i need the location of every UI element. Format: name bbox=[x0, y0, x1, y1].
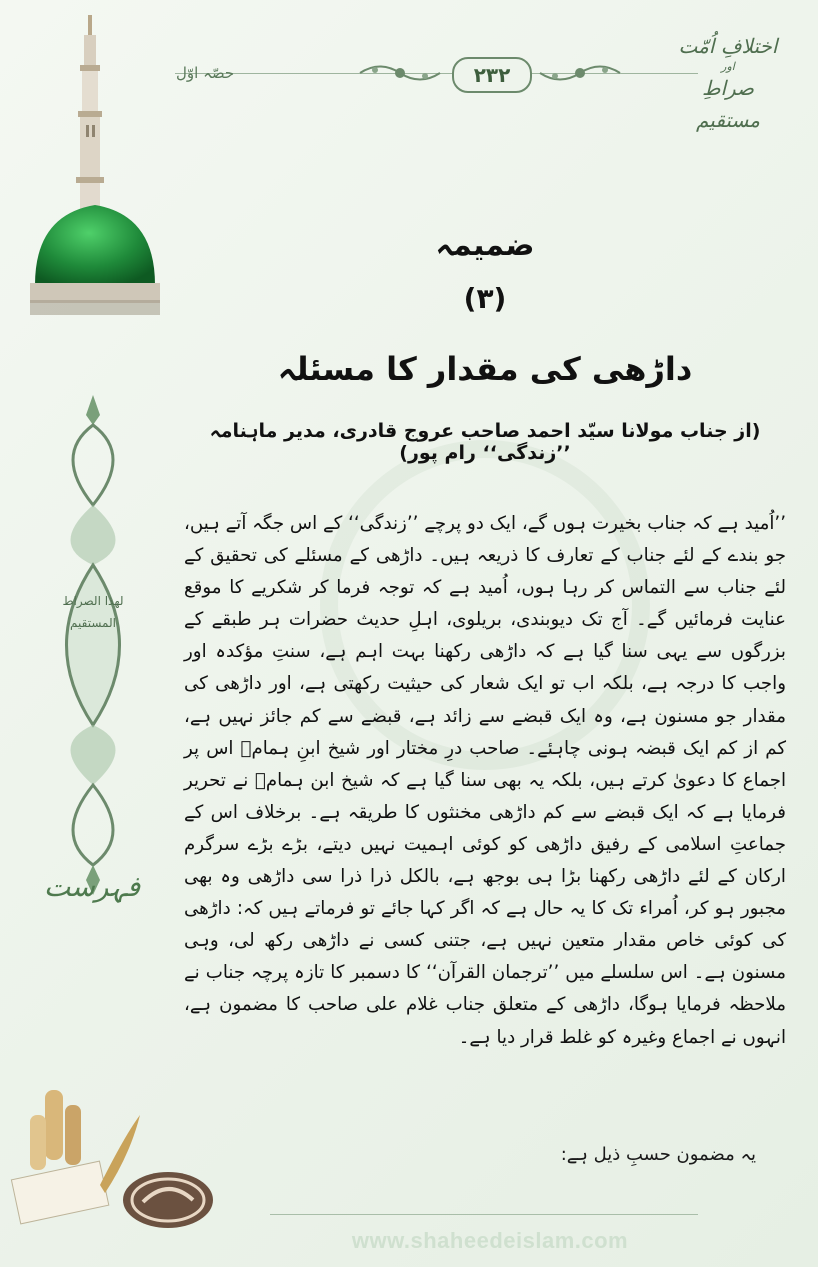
book-title-line2: صراطِ مستقیم bbox=[695, 76, 761, 132]
panel-emblem-text: لھذا الصراط المستقیم bbox=[62, 594, 124, 630]
footer-divider bbox=[270, 1214, 698, 1215]
green-dome-minaret-icon bbox=[20, 15, 170, 315]
article-byline: (از جناب مولانا سیّد احمد صاحب عروج قادری، مدیر ماہنامہ ’’زندگی‘‘ رام پور) bbox=[209, 420, 761, 464]
section-number: (۳) bbox=[463, 282, 507, 315]
side-ornament-panel-icon bbox=[38, 395, 148, 895]
section-title: ضمیمہ bbox=[435, 228, 535, 263]
article-title: داڑھی کی مقدار کا مسئلہ bbox=[277, 350, 693, 388]
website-link[interactable]: www.shaheedeislam.com bbox=[351, 1228, 629, 1253]
body-paragraph: ’’اُمید ہے کہ جناب بخیرت ہوں گے، ایک دو پرچے ’’زندگی‘‘ کے اس جگہ آتے ہیں، جو بندے کے لئے جناب کے تعارف کا ذریعہ ہیں۔ داڑھی کے مسئلے کی تحقیق کے لئے جناب سے التماس کر رہا ہوں، اُمید ہے کہ توجہ فرما کر شکریے کا موقع عنایت فرمائیں گے۔ آج تک دیوبندی، بریلوی، اہلِ حدیث حضرات ہر طبقے کے بزرگوں سے یہی سنا گیا ہے کہ داڑھی رکھنا بہت اہم ہے، سنتِ مؤکدہ اور واجب کا درجہ ہے، بلکہ اب تو ایک شعار کی حیثیت رکھتی ہے، اور داڑھی کی مقدار جو مسنون ہے، وہ ایک قبضے سے زائد ہے، قبضے سے کم جائز نہیں ہے، کم از کم ایک قبضہ ہونی چاہئے۔ صاحب درِ مختار اور شیخ ابنِ ہمامؒ اس پر اجماع کا دعویٰ کرتے ہیں، بلکہ یہ بھی سنا گیا ہے کہ شیخ ابن ہمامؒ نے تحریر فرمایا ہے کہ ایک قبضے سے کم داڑھی مخنثوں کا طریقہ ہے۔ برخلاف اس کے جماعتِ اسلامی کے رفیق داڑھی کو کوئی اہمیت نہیں دیتے، بڑے بڑے سرگرم ارکان کے لئے داڑھی رکھنا بڑا ہی بوجھ ہے، بالکل ذرا ذرا سی داڑھی وہ بھی مجبور ہو کر، اُمراء تک کا یہ حال ہے کہ اگر کہا جائے تو فرماتے ہیں کہ: داڑھی کی کوئی خاص مقدار متعین نہیں ہے، جتنی کسی نے داڑھی رکھ لی، وہی مسنون ہے۔ اس سلسلے میں ’’ترجمان القرآن‘‘ کا دسمبر کا تازہ پرچہ جناب نے ملاحظہ فرمایا ہوگا، داڑھی کے متعلق جناب غلام علی صاحب کا مضمون ہے، انہوں نے اجماع وغیرہ کو غلط قرار دیا ہے۔ bbox=[184, 513, 786, 1048]
part-label: حصّہ اوّل bbox=[176, 64, 235, 82]
left-floral-ornament-icon bbox=[355, 58, 445, 88]
book-title-connector: اور bbox=[721, 60, 735, 73]
right-floral-ornament-icon bbox=[535, 58, 625, 88]
book-title-line1: اختلافِ اُمّت bbox=[678, 34, 778, 58]
closing-line: یہ مضمون حسبِ ذیل ہے: bbox=[560, 1144, 756, 1165]
book-title bbox=[668, 30, 788, 136]
author-seal-icon bbox=[118, 1162, 218, 1232]
contents-link[interactable]: فہرست bbox=[43, 870, 141, 903]
page-number: ۲۳۲ bbox=[452, 57, 532, 93]
